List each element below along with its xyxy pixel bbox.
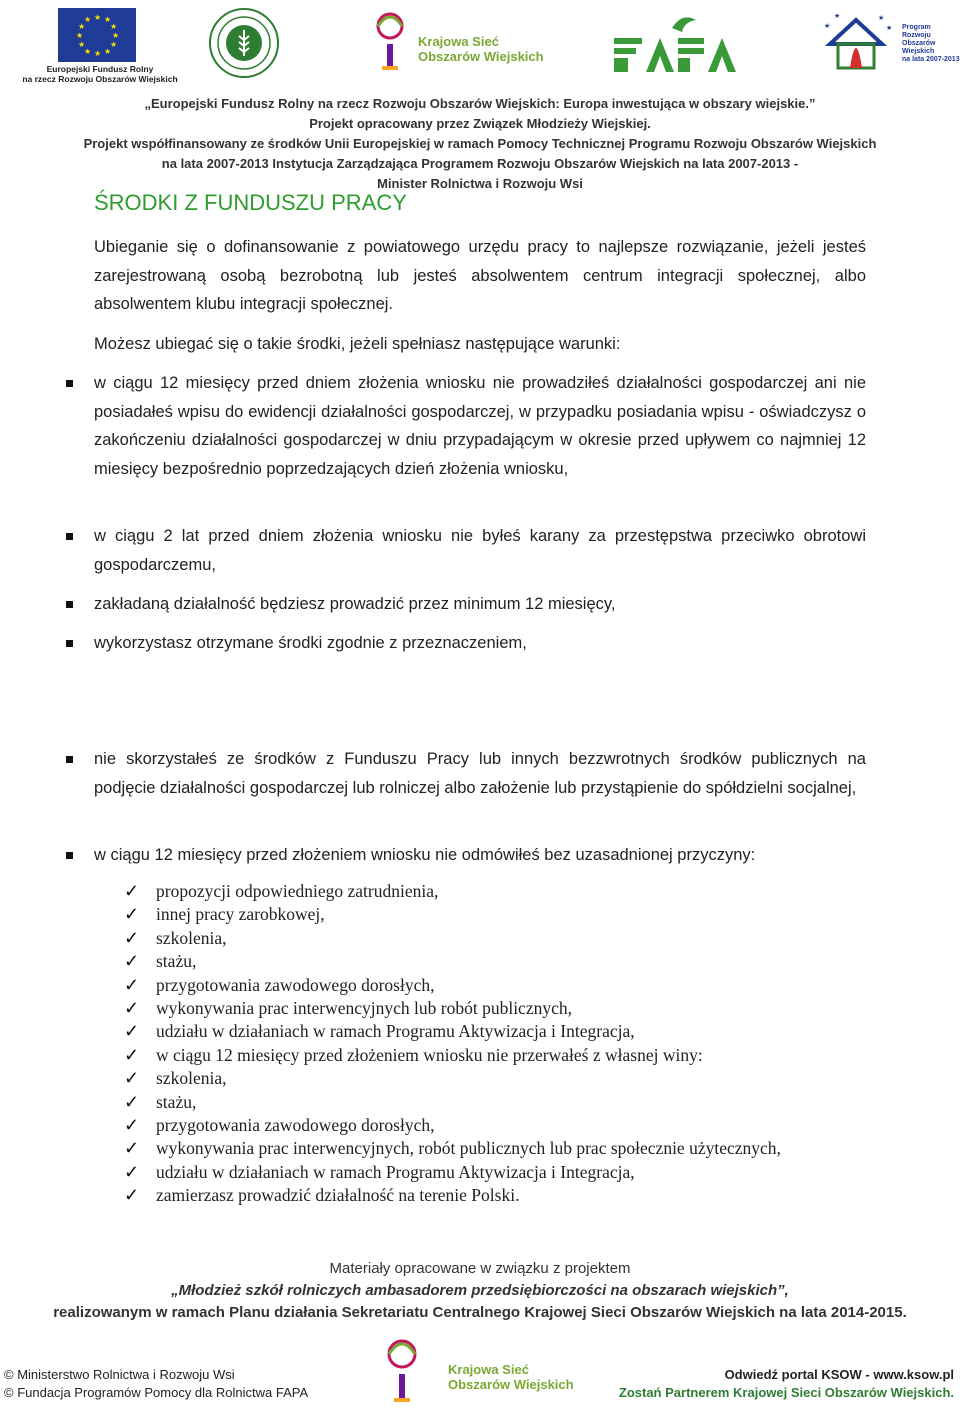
check-text: udziału w działaniach w ramach Programu Aktywizacja i Integracja,: [156, 1161, 635, 1182]
bullet-text: zakładaną działalność będziesz prowadzić przez minimum 12 miesięcy,: [94, 595, 616, 613]
bullet-text: w ciągu 12 miesięcy przed dniem złożenia wniosku nie prowadziłeś działalności gospodarczej ani nie posiadałeś wpisu do ewidencji działalności gospodarczej, w przypadku posiadania wpisu - oświadczysz o zakończeniu działalności gospodarczej w dniu przypadającym w okresie przed upływem co najmniej 12 miesięcy bezpośrednio poprzedzających dzień złożenia wniosku,: [94, 374, 866, 478]
check-list: [124, 880, 824, 1208]
svg-text:★: ★: [78, 22, 86, 31]
svg-text:★: ★: [834, 12, 841, 20]
condition-bullet: [94, 369, 866, 483]
bullet-text: w ciągu 2 lat przed dniem złożenia wniosku nie byłeś karany za przestępstwa przeciwko obrotowi gospodarczemu,: [94, 527, 866, 574]
check-text: w ciągu 12 miesięcy przed złożeniem wniosku nie przerwałeś z własnej winy:: [156, 1044, 703, 1065]
check-text: szkolenia,: [156, 1068, 227, 1089]
copyright-line: © Ministerstwo Rolnictwa i Rozwoju Wsi: [4, 1367, 235, 1382]
check-item: [124, 1137, 824, 1160]
intro-paragraph: Ubieganie się o dofinansowanie z powiatowego urzędu pracy to najlepsze rozwiązanie, jeżeli jesteś zarejestrowaną osobą bezrobotną lub jesteś absolwentem centrum integracji społecznej, albo absolwentem klubu integracji społecznej.: [94, 238, 866, 313]
bullet-text: w ciągu 12 miesięcy przed złożeniem wniosku nie odmówiłeś bez uzasadnionej przyczyny:: [94, 846, 756, 864]
footer-project-info: [0, 1258, 960, 1324]
ksow-flower-icon: [378, 1332, 442, 1408]
svg-text:★: ★: [94, 13, 102, 22]
ksow-portal-link[interactable]: Odwiedź portal KSOW - www.ksow.pl: [724, 1367, 954, 1382]
fapa-logo: [612, 10, 752, 74]
check-text: propozycji odpowiedniego zatrudnienia,: [156, 881, 439, 901]
condition-bullet: [94, 745, 866, 802]
check-item: [124, 1020, 824, 1043]
svg-text:★: ★: [110, 22, 118, 31]
condition-bullet: [94, 522, 866, 579]
eu-flag-logo: [58, 8, 136, 62]
checkmark-icon: ✓: [124, 1161, 140, 1182]
check-text: przygotowania zawodowego dorosłych,: [156, 1115, 435, 1136]
check-item: [124, 927, 824, 950]
bullet-text: wykorzystasz otrzymane środki zgodnie z przeznaczeniem,: [94, 634, 527, 652]
check-item: [124, 974, 824, 997]
checkmark-icon: ✓: [124, 1138, 140, 1159]
footer-line: realizowanym w ramach Planu działania Sekretariatu Centralnego Krajowej Sieci Obszarów Wiejskich na lata 2014-2015.: [53, 1304, 907, 1321]
eu-caption: Europejski Fundusz Rolny na rzecz Rozwoju Obszarów Wiejskich: [22, 64, 178, 84]
check-text: stażu,: [156, 951, 197, 972]
check-item: [124, 997, 824, 1020]
header-line: Minister Rolnictwa i Rozwoju Wsi: [377, 176, 583, 191]
condition-bullet: [94, 841, 866, 870]
check-text: przygotowania zawodowego dorosłych,: [156, 974, 435, 995]
header-line: na lata 2007-2013 Instytucja Zarządzająca Programem Rozwoju Obszarów Wiejskich na lata 2007-2013 -: [161, 156, 799, 171]
square-bullet-icon: [66, 640, 73, 647]
check-item: [124, 950, 824, 973]
ksow-logo-text: Krajowa Sieć Obszarów Wiejskich: [418, 34, 544, 64]
checkmark-icon: ✓: [124, 1068, 140, 1089]
check-item: [124, 1091, 824, 1114]
square-bullet-icon: [66, 601, 73, 608]
wheat-icon: [211, 10, 277, 76]
ksow-partner-text: Zostań Partnerem Krajowej Sieci Obszarów Wiejskich.: [618, 1385, 954, 1400]
copyright-line: © Fundacja Programów Pomocy dla Rolnictwa FAPA: [4, 1385, 309, 1400]
check-item: [124, 903, 824, 926]
svg-text:★: ★: [112, 31, 120, 40]
check-item: [124, 1044, 824, 1067]
square-bullet-icon: [66, 380, 73, 387]
square-bullet-icon: [66, 852, 73, 859]
check-text: innej pracy zarobkowej,: [156, 904, 325, 925]
svg-text:★: ★: [886, 24, 893, 32]
svg-text:★: ★: [104, 47, 112, 56]
check-item: [124, 1067, 824, 1090]
conditions-lead: Możesz ubiegać się o takie środki, jeżeli spełniasz następujące warunki:: [94, 335, 621, 353]
square-bullet-icon: [66, 756, 73, 763]
section-title: ŚRODKI Z FUNDUSZU PRACY: [94, 190, 407, 215]
svg-text:★: ★: [84, 15, 92, 24]
header-line: Projekt opracowany przez Związek Młodzieży Wiejskiej.: [309, 116, 651, 131]
check-text: wykonywania prac interwencyjnych, robót publicznych lub prac społecznie użytecznych,: [156, 1138, 781, 1159]
checkmark-icon: ✓: [124, 904, 140, 925]
svg-text:★: ★: [78, 40, 86, 49]
svg-text:★: ★: [94, 49, 102, 58]
svg-text:★: ★: [110, 40, 118, 49]
fapa-icon: [612, 10, 752, 74]
header-line: Projekt współfinansowany ze środków Unii Europejskiej w ramach Pomocy Technicznej Programu Rozwoju Obszarów Wiejskich: [83, 136, 877, 151]
bullet-text: nie skorzystałeś ze środków z Funduszu Pracy lub innych bezzwrotnych środków publicznych na podjęcie działalności gospodarczej lub rolniczej albo założenie lub przystąpienie do spółdzielni socjalnej,: [94, 750, 866, 797]
header-text: [0, 94, 960, 194]
checkmark-icon: ✓: [124, 998, 140, 1019]
checkmark-icon: ✓: [124, 951, 140, 972]
checkmark-icon: ✓: [124, 1044, 140, 1065]
check-text: zamierzasz prowadzić działalność na terenie Polski.: [156, 1185, 520, 1206]
square-bullet-icon: [66, 533, 73, 540]
footer-line: „Młodzież szkół rolniczych ambasadorem przedsiębiorczości na obszarach wiejskich”,: [171, 1282, 789, 1299]
footer-copyright: [4, 1366, 308, 1402]
check-text: udziału w działaniach w ramach Programu Aktywizacja i Integracja,: [156, 1021, 635, 1042]
footer-ksow-logo-text: Krajowa Sieć Obszarów Wiejskich: [448, 1362, 574, 1392]
check-text: szkolenia,: [156, 927, 227, 948]
checkmark-icon: ✓: [124, 974, 140, 995]
svg-text:★: ★: [878, 14, 885, 22]
check-text: stażu,: [156, 1091, 197, 1112]
svg-text:★: ★: [824, 22, 831, 30]
checkmark-icon: ✓: [124, 1091, 140, 1112]
condition-bullet: [94, 629, 866, 658]
svg-text:★: ★: [84, 47, 92, 56]
check-item: [124, 1114, 824, 1137]
checkmark-icon: ✓: [124, 881, 140, 901]
checkmark-icon: ✓: [124, 1115, 140, 1136]
check-text: wykonywania prac interwencyjnych lub robót publicznych,: [156, 998, 572, 1019]
svg-text:★: ★: [76, 31, 84, 40]
check-item: [124, 880, 824, 903]
footer-ksow-links: [619, 1366, 954, 1402]
header-line: „Europejski Fundusz Rolny na rzecz Rozwoju Obszarów Wiejskich: Europa inwestująca w obszary wiejskie.”: [144, 96, 816, 111]
checkmark-icon: ✓: [124, 927, 140, 948]
checkmark-icon: ✓: [124, 1185, 140, 1206]
svg-text:★: ★: [104, 15, 112, 24]
checkmark-icon: ✓: [124, 1021, 140, 1042]
prow-logo-text: Program Rozwoju Obszarów Wiejskich na lata 2007-2013: [902, 24, 960, 63]
prow-house-icon: [820, 8, 900, 76]
footer-line: Materiały opracowane w związku z projektem: [329, 1260, 631, 1277]
condition-bullet: [94, 590, 866, 619]
ministry-seal-logo: [209, 8, 279, 78]
check-item: [124, 1161, 824, 1184]
eu-stars-icon: [58, 8, 136, 62]
check-item: [124, 1184, 824, 1207]
